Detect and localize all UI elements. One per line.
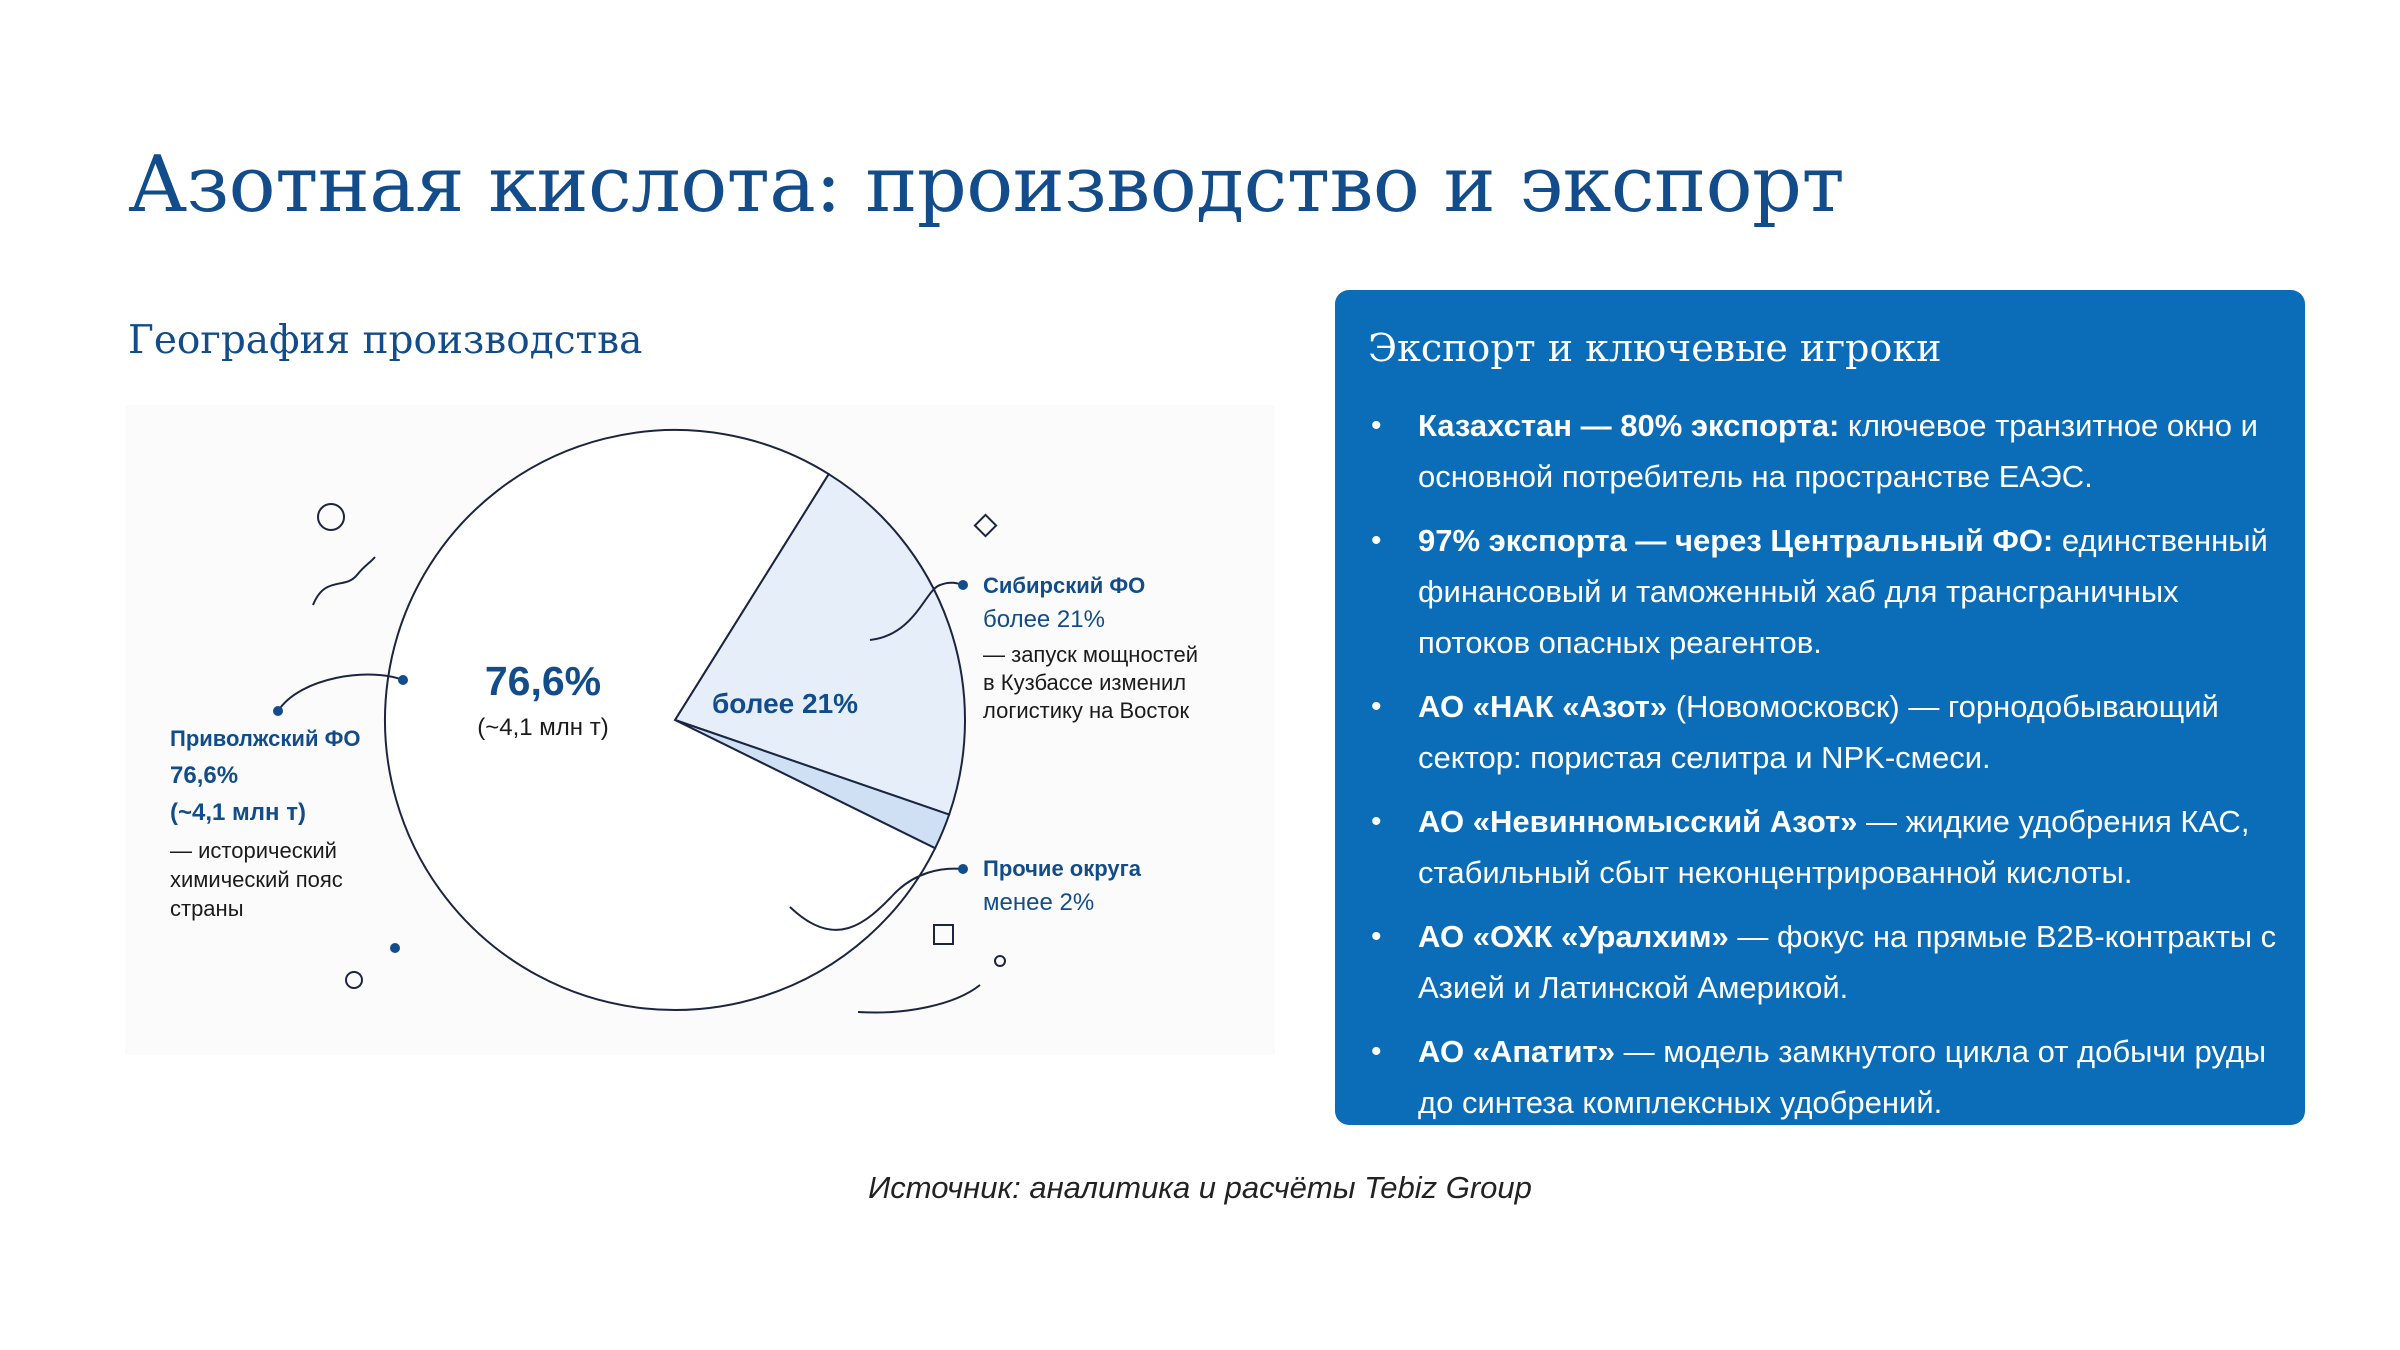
callout-siberia-note-3: логистику на Восток bbox=[983, 698, 1190, 723]
export-item-bold: Казахстан — 80% экспорта: bbox=[1418, 408, 1840, 443]
export-item-text: единственный финансовый и таможенный хаб для трансграничных потоков опасных реагентов. bbox=[1418, 523, 2268, 660]
chart-title: География производства bbox=[128, 318, 643, 363]
pie-chart bbox=[125, 405, 1275, 1055]
export-item bbox=[1368, 911, 2283, 1013]
source-note: Источник: аналитика и расчёты Tebiz Group bbox=[868, 1170, 1532, 1205]
callout-siberia-note-1: — запуск мощностей bbox=[983, 642, 1199, 667]
export-item-bold: АО «ОХК «Уралхим» bbox=[1418, 919, 1729, 954]
export-item-text: — фокус на прямые B2B-контракты с Азией и Латинской Америкой. bbox=[1418, 919, 2277, 1005]
callout-siberia-note-2: в Кузбассе изменил bbox=[983, 670, 1187, 695]
decor-arc bbox=[858, 985, 980, 1013]
export-item-text: (Новомосковск) — горнодобывающий сектор: пористая селитра и NPK-смеси. bbox=[1418, 689, 2219, 775]
decor-square bbox=[934, 925, 953, 944]
decor-small-circle bbox=[346, 972, 362, 988]
export-item-bold: АО «Невинномысский Азот» bbox=[1418, 804, 1858, 839]
export-item bbox=[1368, 400, 2283, 502]
callout-volga-volume: (~4,1 млн т) bbox=[170, 799, 306, 826]
export-item-bold: 97% экспорта — через Центральный ФО: bbox=[1418, 523, 2054, 558]
slice-label-siberia: более 21% bbox=[711, 688, 859, 719]
decor-diamond bbox=[975, 515, 996, 536]
pie-chart-area bbox=[125, 405, 1275, 1055]
export-item-bold: АО «Апатит» bbox=[1418, 1034, 1615, 1069]
callout-siberia-value: более 21% bbox=[983, 606, 1105, 633]
export-item bbox=[1368, 1026, 2283, 1128]
export-item-text: — жидкие удобрения КАС, стабильный сбыт неконцентрированной кислоты. bbox=[1418, 804, 2250, 890]
page-title: Азотная кислота: производство и экспорт bbox=[128, 140, 1845, 230]
decor-squiggle bbox=[313, 557, 375, 605]
export-item-bold: АО «НАК «Азот» bbox=[1418, 689, 1668, 724]
decor-tiny-circle bbox=[995, 956, 1005, 966]
export-list bbox=[1368, 400, 2283, 1141]
callout-volga-value: 76,6% bbox=[170, 762, 239, 789]
connector-dot-siberia bbox=[958, 580, 968, 590]
callout-other-value: менее 2% bbox=[983, 889, 1095, 916]
callout-volga-note-2: химический пояс bbox=[170, 867, 343, 892]
decor-dot bbox=[390, 943, 400, 953]
slice-sublabel-volga: (~4,1 млн т) bbox=[477, 714, 609, 741]
connector-dot-volga-end bbox=[398, 675, 408, 685]
callout-volga-name: Приволжский ФО bbox=[170, 726, 361, 751]
callout-other-name: Прочие округа bbox=[983, 856, 1142, 881]
export-item bbox=[1368, 796, 2283, 898]
connector-dot-volga bbox=[273, 706, 283, 716]
callout-siberia-name: Сибирский ФО bbox=[983, 573, 1146, 598]
connector-volga bbox=[278, 675, 403, 711]
connector-dot-other bbox=[958, 864, 968, 874]
export-card-title: Экспорт и ключевые игроки bbox=[1368, 326, 1942, 370]
export-item bbox=[1368, 681, 2283, 783]
export-item bbox=[1368, 515, 2283, 668]
export-card bbox=[1335, 290, 2305, 1125]
callout-volga-note-3: страны bbox=[170, 896, 244, 921]
slice-label-volga: 76,6% bbox=[484, 658, 602, 704]
export-item-text: — модель замкнутого цикла от добычи руды до синтеза комплексных удобрений. bbox=[1418, 1034, 2267, 1120]
callout-volga-note-1: — исторический bbox=[170, 838, 337, 863]
export-item-text: ключевое транзитное окно и основной потребитель на пространстве ЕАЭС. bbox=[1418, 408, 2258, 494]
decor-circle bbox=[318, 504, 344, 530]
